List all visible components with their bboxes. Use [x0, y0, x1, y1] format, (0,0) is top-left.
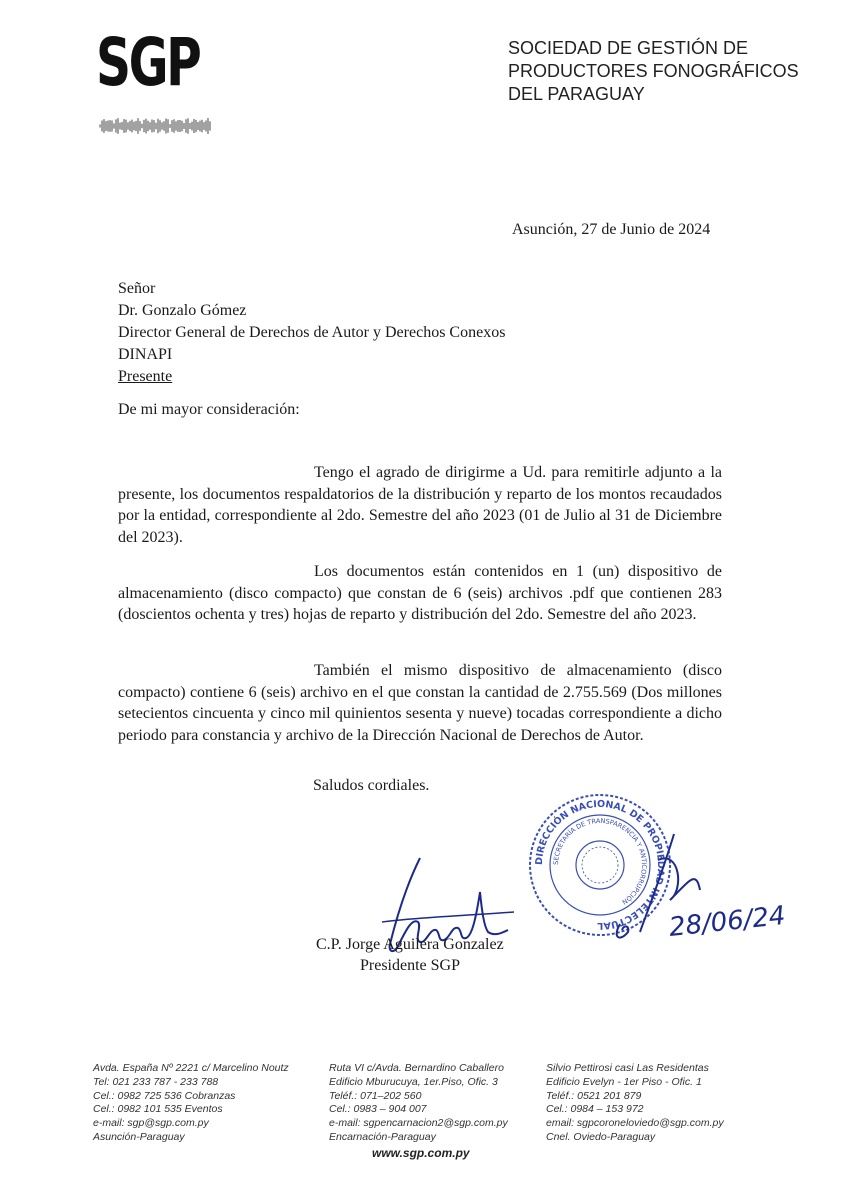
footer-line: Teléf.: 0521 201 879	[546, 1089, 642, 1102]
body-paragraph-1: Tengo el agrado de dirigirme a Ud. para remitirle adjunto a la presente, los documentos respaldatorios de la distribución y reparto de los montos recaudados por la entidad, correspondiente al 2do. Semestre del año 2023 (01 de Julio al 31 de Diciembre del 2023).	[118, 464, 722, 546]
footer-email[interactable]: e-mail: sgpencarnacion2@sgp.com.py	[329, 1117, 508, 1130]
website-link[interactable]: www.sgp.com.py	[372, 1146, 470, 1160]
handwritten-receipt-mark	[600, 820, 830, 960]
footer-email[interactable]: email: sgpcoroneloviedo@sgp.com.py	[546, 1117, 724, 1130]
footer-line: Edificio Evelyn - 1er Piso - Ofic. 1	[546, 1075, 702, 1088]
handwritten-date: 28/06/24	[667, 900, 787, 943]
recipient-presente: Presente	[118, 368, 173, 385]
signer-name: C.P. Jorge Aguilera Gonzalez	[316, 936, 504, 953]
recipient-name: Dr. Gonzalo Gómez	[118, 302, 247, 319]
org-line-1: SOCIEDAD DE GESTIÓN DE	[508, 38, 749, 58]
footer-line: Cel.: 0984 – 153 972	[546, 1103, 644, 1116]
recipient-salutation: Señor	[118, 280, 156, 297]
footer-line: Cnel. Oviedo-Paraguay	[546, 1130, 656, 1143]
letter-date: Asunción, 27 de Junio de 2024	[512, 221, 711, 238]
footer-email[interactable]: e-mail: sgp@sgp.com.py	[93, 1117, 209, 1130]
signature-block	[316, 934, 504, 976]
footer-address-asuncion	[93, 1062, 289, 1145]
org-line-2: PRODUCTORES FONOGRÁFICOS	[508, 61, 799, 81]
footer-line: Tel: 021 233 787 - 233 788	[93, 1075, 219, 1088]
footer-line: Silvio Pettirosi casi Las Residentas	[546, 1062, 709, 1074]
recipient-org: DINAPI	[118, 346, 173, 363]
stamp-outer-text: DIRECCIÓN NACIONAL DE PROPIEDAD INTELECTUAL	[533, 798, 667, 932]
greeting: De mi mayor consideración:	[118, 401, 300, 418]
logo-text: SGP	[96, 24, 200, 101]
footer-line: Teléf.: 071–202 560	[329, 1089, 422, 1102]
recipient-block	[118, 278, 505, 388]
footer-line: Ruta VI c/Avda. Bernardino Caballero	[329, 1062, 504, 1074]
sgp-logo	[96, 24, 216, 140]
footer-line: Cel.: 0983 – 904 007	[329, 1103, 427, 1116]
footer-line: Cel.: 0982 725 536 Cobranzas	[93, 1089, 236, 1102]
recipient-title: Director General de Derechos de Autor y Derechos Conexos	[118, 324, 506, 341]
org-line-3: DEL PARAGUAY	[508, 84, 645, 104]
stamp-inner-text: SECRETARÍA DE TRANSPARENCIA Y ANTICORRUPCIÓN	[551, 816, 649, 907]
footer-line: Edificio Mburucuya, 1er.Piso, Ofic. 3	[329, 1075, 498, 1088]
soundwave-graphic	[98, 110, 218, 140]
footer-line: Cel.: 0982 101 535 Eventos	[93, 1103, 223, 1116]
footer-address-oviedo	[546, 1062, 724, 1145]
closing: Saludos cordiales.	[313, 777, 430, 794]
organization-name	[508, 37, 799, 106]
footer-line: Encarnación-Paraguay	[329, 1130, 436, 1143]
footer-line: Asunción-Paraguay	[93, 1130, 185, 1143]
signer-role: Presidente SGP	[360, 957, 460, 974]
body-paragraph-3: También el mismo dispositivo de almacenamiento (disco compacto) contiene 6 (seis) archivo en el que constan la cantidad de 2.755.569 (Dos millones setecientos cincuenta y cinco mil quinientos sesenta y nueve) tocadas correspondiente a dicho periodo para constancia y archivo de la Dirección Nacional de Derechos de Autor.	[118, 662, 722, 744]
footer-line: Avda. España Nº 2221 c/ Marcelino Noutz	[93, 1062, 289, 1074]
body-paragraph-2: Los documentos están contenidos en 1 (un) dispositivo de almacenamiento (disco compacto) que constan de 6 (seis) archivos .pdf que contienen 283 (doscientos ochenta y tres) hojas de reparto y distribución del 2do. Semestre del año 2023.	[118, 563, 722, 623]
footer-address-encarnacion	[329, 1062, 508, 1145]
